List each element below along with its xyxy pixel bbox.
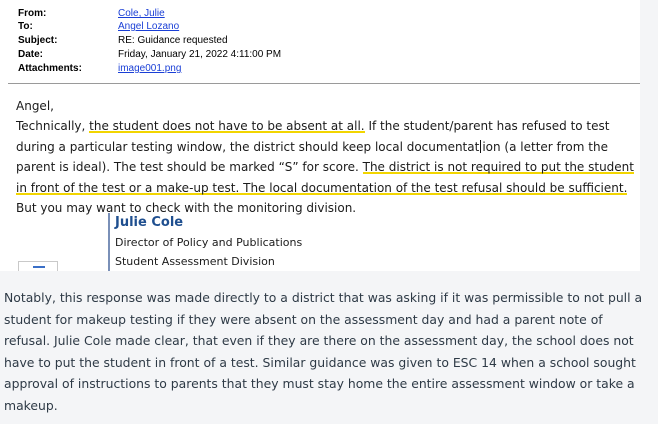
commentary-paragraph: Notably, this response was made directly to a district that was asking if it was permissible to not pull a student for makeup testing if they were absent on the assessment day and had a parent note of refusal. Julie Cole made clear, that even if they are there on the assessment day, the school does not have to put the student in front of a test. Similar guidance was given to ESC 14 when a school sought approval of instructions to parents that they must stay home the entire assessment window or take a makeup. [4, 290, 643, 413]
header-label: From: [18, 8, 47, 19]
header-label: Subject: [18, 35, 58, 46]
header-label: Date: [18, 49, 44, 60]
attachment-link[interactable]: image001.png [118, 63, 182, 74]
email-paragraph [16, 116, 634, 218]
body-text-segment: Technically, [16, 119, 90, 134]
body-text-segment: But you may want to check with the monitoring division. [16, 201, 357, 216]
header-label: To: [18, 21, 33, 32]
subject-value: RE: Guidance requested [118, 35, 228, 46]
header-divider [8, 83, 640, 84]
email-header [0, 0, 640, 83]
signature-title: Director of Policy and Publications [115, 236, 303, 249]
body-text-segment: ion (a letter from the parent is ideal). The test should be marked “S” for score. [16, 139, 608, 175]
email-signature [108, 213, 368, 271]
email-body [16, 96, 634, 218]
date-value: Friday, January 21, 2022 4:11:00 PM [118, 49, 282, 60]
highlighted-text: the student does not have to be absent at all. [89, 119, 365, 134]
highlighted-text: The district is not required to put the student in front of the test or a make-up test. The local documentation of the test refusal should be sufficient. [16, 160, 634, 195]
greeting: Angel, [16, 99, 54, 113]
signature-logo-image [18, 261, 58, 271]
recipient-link[interactable]: Angel Lozano [118, 21, 180, 32]
signature-division: Student Assessment Division [115, 255, 275, 268]
sender-link[interactable]: Cole, Julie [118, 8, 165, 19]
signature-name: Julie Cole [115, 215, 184, 230]
header-label: Attachments: [18, 63, 82, 74]
body-text-segment: If the student/parent has refused to test during a particular testing window, the district should keep local documentat [16, 119, 610, 154]
